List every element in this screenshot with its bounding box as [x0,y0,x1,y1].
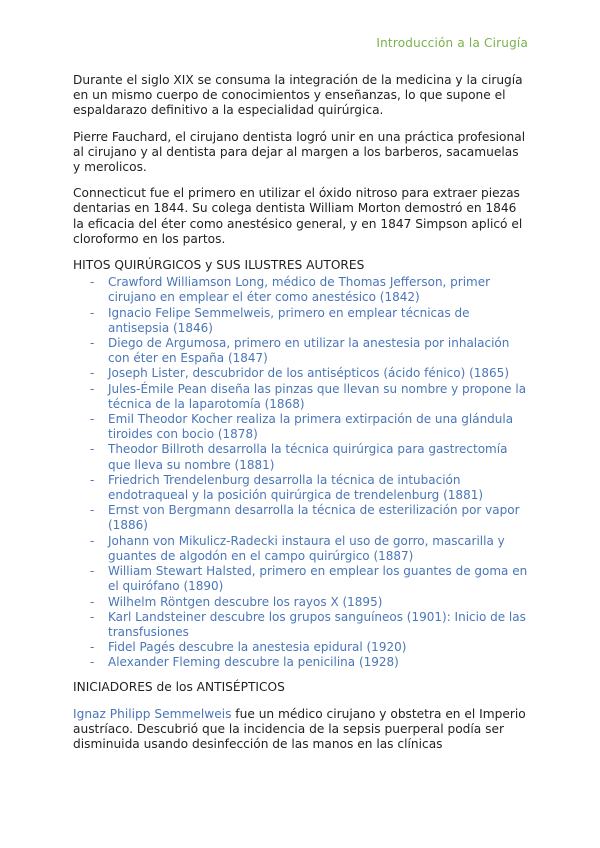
list-item[interactable] [90,412,528,442]
list-item-text: Ernst von Bergmann desarrolla la técnica de esterilización por vapor (1886) [108,503,520,533]
hitos-heading: HITOS QUIRÚRGICOS y SUS ILUSTRES AUTORES [73,258,365,273]
list-item-text: Fidel Pagés descubre la anestesia epidural (1920) [108,640,407,655]
bullet-dash: - [90,275,95,290]
hitos-list [73,275,528,670]
list-item[interactable] [90,336,528,366]
list-item[interactable] [90,655,528,670]
paragraph-semmelweis [73,707,528,753]
list-item[interactable] [90,534,528,564]
list-item-text: Jules-Émile Pean diseña las pinzas que llevan su nombre y propone la técnica de la laparotomía (1868) [108,381,527,411]
bullet-dash: - [90,305,95,320]
list-item-text: Emil Theodor Kocher realiza la primera extirpación de una glándula tiroides con bocio (1878) [108,412,514,442]
list-item[interactable] [90,610,528,640]
bullet-dash: - [90,503,95,518]
semmelweis-text: fue un médico cirujano y obstetra en el Imperio austríaco. Descubrió que la incidencia de la sepsis puerperal podía ser disminuida usando desinfección de las manos en las clínicas [73,706,526,752]
list-item-text: Joseph Lister, descubridor de los antisépticos (ácido fénico) (1865) [108,366,509,381]
list-item-text: Ignacio Felipe Semmelweis, primero en emplear técnicas de antisepsia (1846) [108,305,470,335]
bullet-dash: - [90,336,95,351]
bullet-dash: - [90,381,95,396]
page-header-title: Introducción a la Cirugía [376,36,528,50]
list-item[interactable] [90,564,528,594]
bullet-dash: - [90,564,95,579]
bullet-dash: - [90,472,95,487]
bullet-dash: - [90,533,95,548]
list-item[interactable] [90,473,528,503]
bullet-dash: - [90,442,95,457]
list-item-text: Karl Landsteiner descubre los grupos sanguíneos (1901): Inicio de las transfusiones [108,609,526,639]
list-item[interactable] [90,503,528,533]
list-item-text: Alexander Fleming descubre la penicilina (1928) [108,655,399,670]
list-item-text: Diego de Argumosa, primero en utilizar la anestesia por inhalación con éter en España (1847) [108,336,510,366]
bullet-dash: - [90,655,95,670]
bullet-dash: - [90,594,95,609]
bullet-dash: - [90,640,95,655]
list-item[interactable] [90,640,528,655]
paragraph-intro: Durante el siglo XIX se consuma la integración de la medicina y la cirugía en un mismo cuerpo de conocimientos y enseñanzas, lo que supone el espaldarazo definitivo a la especialidad quirúrgica. [73,73,523,118]
paragraph-connecticut: Connecticut fue el primero en utilizar el óxido nitroso para extraer piezas dentarias en 1844. Su colega dentista William Morton demostró en 1846 la eficacia del éter como anestésico general, y en 1847 Simpson aplicó el cloroformo en los partos. [73,186,523,246]
list-item[interactable] [90,275,528,305]
list-item-text: William Stewart Halsted, primero en emplear los guantes de goma en el quirófano (1890) [108,564,528,594]
list-item-text: Friedrich Trendelenburg desarrolla la técnica de intubación endotraqueal y la posición quirúrgica de trendelenburg (1881) [108,472,484,503]
list-item-text: Theodor Billroth desarrolla la técnica quirúrgica para gastrectomía que lleva su nombre (1881) [108,442,508,472]
semmelweis-link[interactable]: Ignaz Philipp Semmelweis [73,706,232,721]
antisepticos-heading: INICIADORES de los ANTISÉPTICOS [73,679,285,694]
bullet-dash: - [90,412,95,427]
bullet-dash: - [90,366,95,381]
list-item[interactable] [90,442,528,472]
bullet-dash: - [90,609,95,624]
list-item-text: Wilhelm Röntgen descubre los rayos X (1895) [108,594,383,609]
document-body [73,73,528,763]
list-item[interactable] [90,366,528,381]
list-item[interactable] [90,382,528,412]
list-item[interactable] [90,595,528,610]
list-item-text: Johann von Mikulicz-Radecki instaura el uso de gorro, mascarilla y guantes de algodón en el campo quirúrgico (1887) [108,533,505,563]
list-item-text: Crawford Williamson Long, médico de Thomas Jefferson, primer cirujano en emplear el éter como anestésico (1842) [108,275,491,305]
list-item[interactable] [90,306,528,336]
paragraph-fauchard: Pierre Fauchard, el cirujano dentista logró unir en una práctica profesional al cirujano y al dentista para dejar al margen a los barberos, sacamuelas y merolicos. [73,129,526,175]
